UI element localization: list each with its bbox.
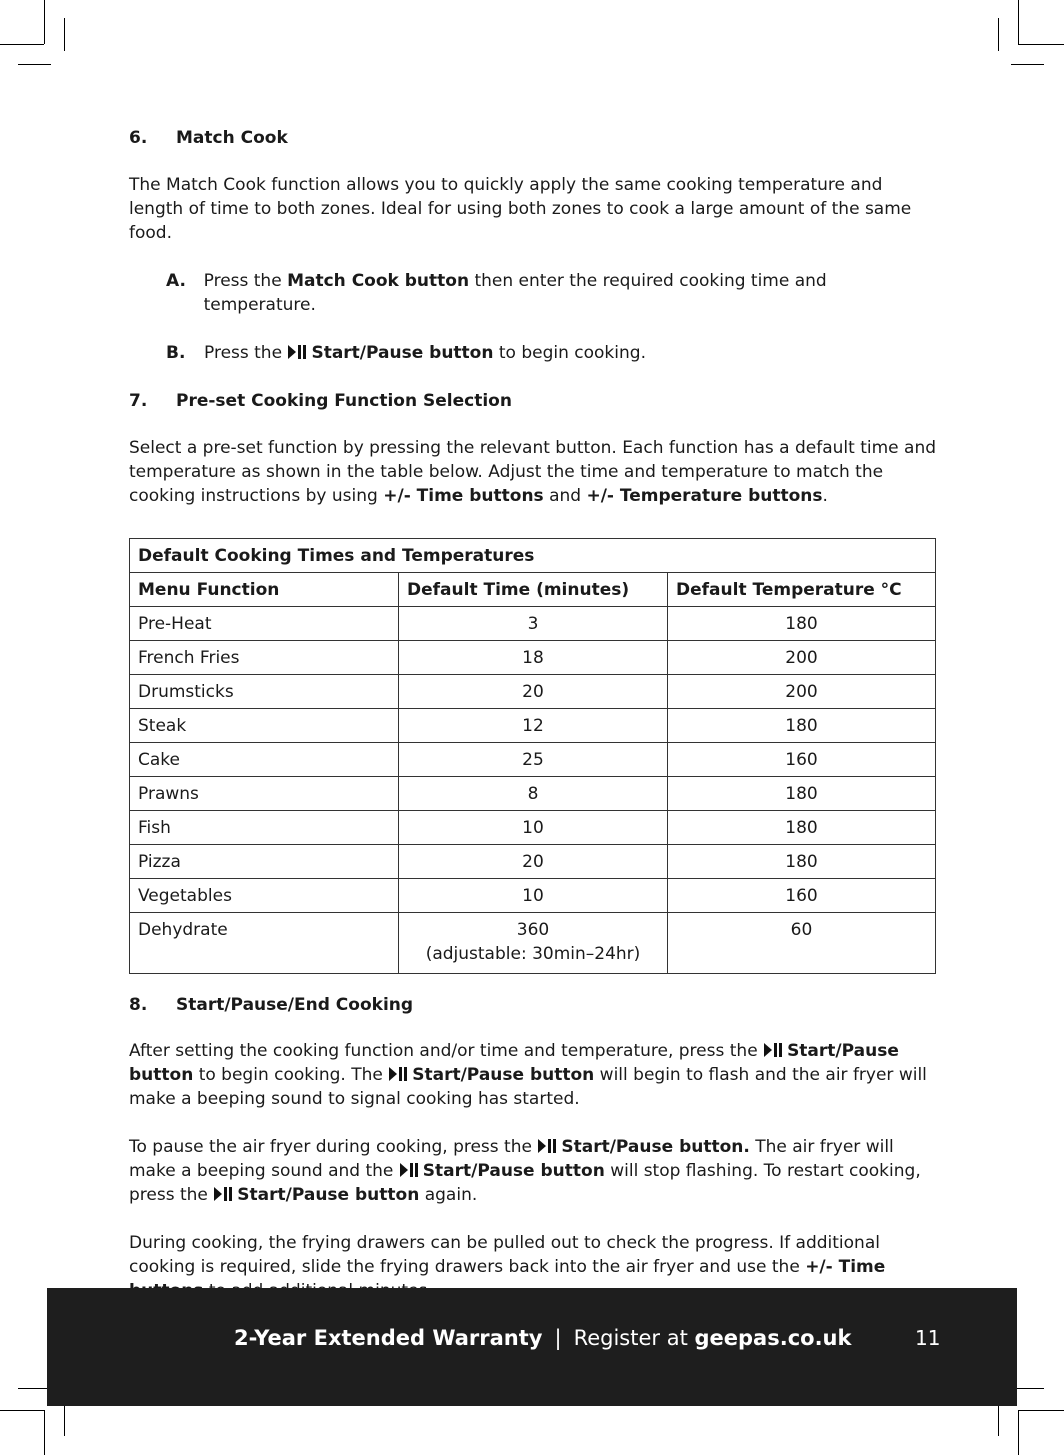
table-row [130, 641, 936, 675]
step-letter: B. [166, 343, 186, 363]
table-row [130, 913, 936, 974]
page-content [129, 124, 937, 1303]
table-row [130, 811, 936, 845]
play-pause-icon [763, 1043, 783, 1057]
step-a [166, 269, 937, 317]
crop-mark [998, 18, 999, 51]
default-time-cell: 3 [399, 607, 668, 641]
default-temperature-cell: 180 [668, 777, 936, 811]
menu-function-cell: Pizza [130, 845, 399, 879]
default-time-cell: 10 [399, 811, 668, 845]
footer-banner [47, 1288, 1017, 1406]
menu-function-cell: French Fries [130, 641, 399, 675]
intro-text: . [822, 486, 828, 506]
step-text-pre: Press the [203, 271, 288, 291]
table-title: Default Cooking Times and Temperatures [130, 539, 936, 573]
section-8-paragraph-1 [129, 1039, 937, 1111]
crop-mark [64, 18, 65, 51]
intro-text: and [543, 486, 587, 506]
menu-function-cell: Pre-Heat [130, 607, 399, 641]
footer-line [234, 1324, 851, 1352]
play-pause-icon [399, 1163, 419, 1177]
temperature-buttons-label: +/- Temperature buttons [586, 486, 823, 506]
default-time-cell: 8 [399, 777, 668, 811]
default-time-cell: 18 [399, 641, 668, 675]
crop-mark [998, 1403, 999, 1436]
crop-mark [1011, 64, 1044, 65]
crop-mark [44, 1410, 45, 1455]
time-buttons-label: +/- Time [805, 1257, 886, 1277]
table-title-row [130, 539, 936, 573]
register-text: Register at [573, 1326, 695, 1350]
time-note: (adjustable: 30min–24hr) [425, 944, 641, 964]
column-header: Default Time (minutes) [399, 573, 668, 607]
crop-mark [0, 1410, 44, 1411]
warranty-text: 2-Year Extended Warranty [234, 1326, 543, 1350]
section-8-paragraph-2 [129, 1135, 937, 1207]
footer-separator: | [554, 1326, 562, 1350]
start-pause-button-label: Start/Pause button [237, 1185, 420, 1205]
play-pause-icon [213, 1187, 233, 1201]
table-row [130, 777, 936, 811]
section-title: Pre-set Cooking Function Selection [176, 391, 512, 411]
section-8-heading [129, 991, 937, 1019]
default-temperature-cell: 180 [668, 845, 936, 879]
default-temperature-cell: 180 [668, 607, 936, 641]
crop-mark [64, 1403, 65, 1436]
crop-mark [0, 44, 44, 45]
section-number: 6. [129, 128, 148, 148]
menu-function-cell: Fish [130, 811, 399, 845]
para-text: again. [419, 1185, 478, 1205]
menu-function-cell: Cake [130, 743, 399, 777]
start-pause-button-label: Start/Pause button. [561, 1137, 750, 1157]
step-text [204, 269, 937, 317]
table-row [130, 845, 936, 879]
play-pause-icon [287, 345, 307, 359]
column-header: Menu Function [130, 573, 399, 607]
table-row [130, 607, 936, 641]
section-number: 7. [129, 391, 148, 411]
menu-function-cell: Dehydrate [130, 913, 399, 974]
section-6-intro: The Match Cook function allows you to quickly apply the same cooking temperature and length of time to both zones. Ideal for using both zones to cook a large amount of the same food. [129, 175, 912, 243]
play-pause-icon [388, 1067, 408, 1081]
website-link[interactable]: geepas.co.uk [694, 1326, 852, 1350]
default-time-cell: 12 [399, 709, 668, 743]
step-letter: A. [166, 271, 186, 291]
section-7-heading [129, 387, 937, 415]
time-buttons-label: +/- Time buttons [383, 486, 544, 506]
para-text: to begin cooking. The [193, 1065, 389, 1085]
start-pause-button-label: Start/Pause button [311, 343, 494, 363]
default-time-cell: 25 [399, 743, 668, 777]
time-value: 360 [516, 920, 550, 940]
crop-mark [18, 64, 51, 65]
match-cook-button-label: Match Cook button [287, 271, 470, 291]
menu-function-cell: Vegetables [130, 879, 399, 913]
table-header-row [130, 573, 936, 607]
step-text-pre: Press the [204, 343, 288, 363]
para-text: will begin to flash and the air fryer will make a beeping sound to signal cooking has started. [129, 1065, 927, 1109]
default-temperature-cell: 200 [668, 675, 936, 709]
default-temperature-cell: 160 [668, 743, 936, 777]
section-title: Start/Pause/End Cooking [176, 995, 414, 1015]
step-text-post: to begin cooking. [493, 343, 646, 363]
crop-mark [1018, 0, 1019, 44]
default-time-cell: 20 [399, 845, 668, 879]
section-title: Match Cook [176, 128, 288, 148]
start-pause-button-label: Start/Pause button [129, 1041, 899, 1085]
default-temperature-cell: 200 [668, 641, 936, 675]
menu-function-cell: Steak [130, 709, 399, 743]
default-temperature-cell: 180 [668, 811, 936, 845]
start-pause-button-label: Start/Pause button [422, 1161, 605, 1181]
play-pause-icon [537, 1139, 557, 1153]
table-row [130, 675, 936, 709]
default-temperature-cell: 180 [668, 709, 936, 743]
para-text: will stop flashing. To restart cooking, press the [129, 1161, 921, 1205]
section-6-heading [129, 124, 937, 152]
table-row [130, 709, 936, 743]
default-temperature-cell: 160 [668, 879, 936, 913]
default-time-cell: 10 [399, 879, 668, 913]
default-time-cell: 20 [399, 675, 668, 709]
step-text [204, 341, 646, 365]
default-time-cell [399, 913, 668, 974]
para-text: During cooking, the frying drawers can be pulled out to check the progress. If additional cooking is required, slide the frying drawers back into the air fryer and use the [129, 1233, 880, 1277]
menu-function-cell: Drumsticks [130, 675, 399, 709]
section-7-intro [129, 436, 937, 508]
table-row [130, 743, 936, 777]
para-text: To pause the air fryer during cooking, press the [129, 1137, 538, 1157]
crop-mark [1018, 1410, 1064, 1411]
page-number: 11 [915, 1326, 941, 1350]
default-temperature-cell: 60 [668, 913, 936, 974]
default-cooking-table [129, 538, 936, 974]
para-text: The air fryer will make a beeping sound and the [129, 1137, 894, 1181]
crop-mark [44, 0, 45, 44]
para-text: After setting the cooking function and/or time and temperature, press the [129, 1041, 764, 1061]
section-number: 8. [129, 995, 148, 1015]
menu-function-cell: Prawns [130, 777, 399, 811]
crop-mark [1018, 1410, 1019, 1455]
table-row [130, 879, 936, 913]
step-b [166, 341, 937, 365]
crop-mark [1018, 44, 1064, 45]
column-header: Default Temperature °C [668, 573, 936, 607]
intro-text: Select a pre-set function by pressing the relevant button. Each function has a default time and temperature as shown in the table below. Adjust the time and temperature to match the cooking instructions by using [129, 438, 937, 506]
step-text-post: then enter the required cooking time and temperature. [203, 271, 827, 315]
start-pause-button-label: Start/Pause button [412, 1065, 595, 1085]
